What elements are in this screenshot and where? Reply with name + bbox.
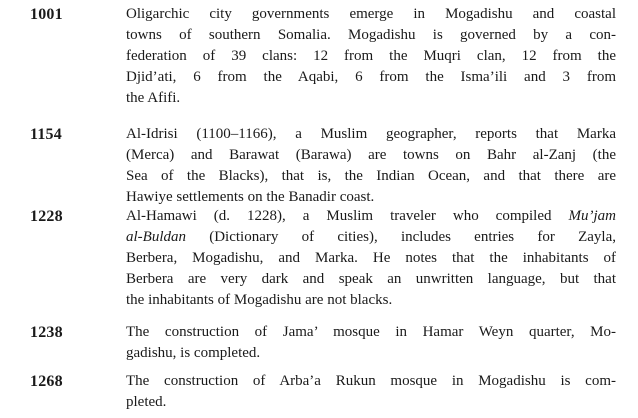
entry-year: 1268 (30, 373, 63, 390)
entry-text-line: Berbera are very dark and speak an unwritten language, but that (126, 271, 616, 287)
entry-text-line: Sea of the Blacks), that is, the Indian Ocean, and that there are (126, 168, 616, 184)
entry-text-line: (Merca) and Barawat (Barawa) are towns on Bahr al-Zanj (the (126, 147, 616, 163)
entry-text-line (126, 206, 616, 227)
entry-text-line: federation of 39 clans: 12 from the Muqri clan, 12 from the (126, 48, 616, 64)
entry-year: 1001 (30, 6, 63, 23)
entry-text (126, 124, 616, 208)
entry-year: 1238 (30, 324, 63, 341)
entry-year: 1154 (30, 126, 62, 143)
entry-text (126, 322, 616, 364)
entry-text-line (126, 227, 616, 248)
entry-text-line: Hawiye settlements on the Banadir coast. (126, 189, 375, 205)
entry-text-line: towns of southern Somalia. Mogadishu is governed by a con- (126, 27, 616, 43)
entry-text-line: pleted. (126, 394, 167, 410)
entry-text (126, 371, 616, 413)
entry-text-line: The construction of Jama’ mosque in Hamar Weyn quarter, Mo- (126, 324, 616, 340)
entry-text-segment: Al-Hamawi (d. 1228), a Muslim traveler who compiled (126, 208, 569, 224)
entry-text-line: the inhabitants of Mogadishu are not blacks. (126, 292, 393, 308)
entry-text-segment: (Dictionary of cities), includes entries for Zayla, (186, 229, 616, 245)
entry-text-line: Al-Idrisi (1100–1166), a Muslim geographer, reports that Marka (126, 126, 616, 142)
entry-text-line: Djid’ati, 6 from the Aqabi, 6 from the Isma’ili and 3 from (126, 69, 616, 85)
entry-text-line: Berbera, Mogadishu, and Marka. He notes that the inhabitants of (126, 250, 616, 266)
entry-text-line: The construction of Arba’a Rukun mosque in Mogadishu is com- (126, 373, 616, 389)
entry-text-line: Oligarchic city governments emerge in Mogadishu and coastal (126, 6, 616, 22)
book-title-part: al-Buldan (126, 229, 186, 245)
entry-text (126, 4, 616, 109)
book-title-part: Mu’jam (568, 208, 616, 224)
entry-text (126, 206, 616, 311)
entry-year: 1228 (30, 208, 63, 225)
entry-text-line: gadishu, is completed. (126, 345, 261, 361)
entry-text-line: the Afifi. (126, 90, 181, 106)
